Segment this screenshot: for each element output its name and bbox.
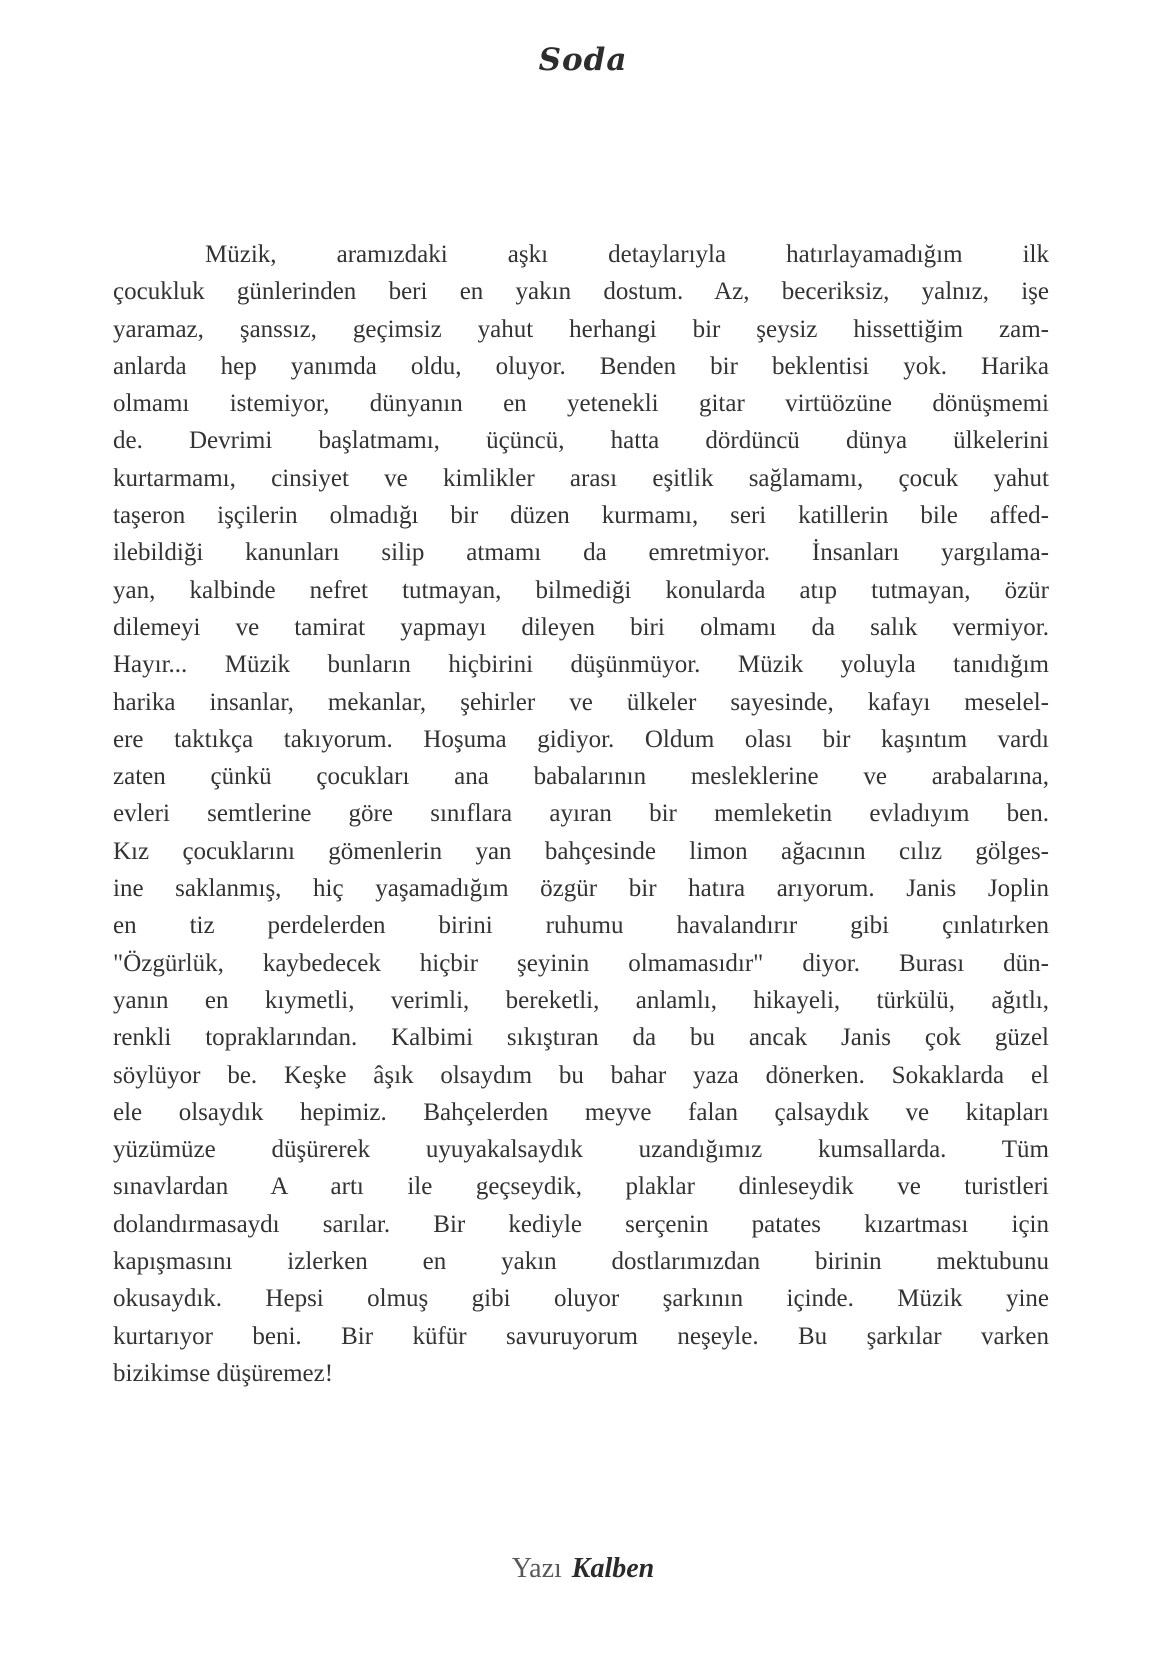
- text-line: Müzik, aramızdaki aşkı detaylarıyla hatırlayamadığım ilk: [205, 241, 1049, 268]
- byline-author: Kalben: [571, 1553, 655, 1584]
- text-line: yüzümüze düşürerek uyuyakalsaydık uzandığımız kumsallarda. Tüm: [113, 1136, 1049, 1164]
- magazine-title: Soda: [538, 42, 628, 78]
- text-line: renkli topraklarından. Kalbimi sıkıştıran da bu ancak Janis çok güzel: [113, 1024, 1049, 1052]
- byline: [0, 1553, 1166, 1585]
- text-line: söylüyor be. Keşke âşık olsaydım bu bahar yaza dönerken. Sokaklarda el: [113, 1061, 1049, 1089]
- text-line: harika insanlar, mekanlar, şehirler ve ülkeler sayesinde, kafayı meselel-: [113, 688, 1049, 716]
- text-line: kurtarıyor beni. Bir küfür savuruyorum neşeyle. Bu şarkılar varken: [113, 1322, 1049, 1350]
- text-line: zaten çünkü çocukları ana babalarının mesleklerine ve arabalarına,: [113, 763, 1049, 791]
- text-line: anlarda hep yanımda oldu, oluyor. Benden bir beklentisi yok. Harika: [113, 352, 1049, 380]
- text-line: bizikimse düşüremez!: [113, 1359, 334, 1387]
- text-line: dolandırmasaydı sarılar. Bir kediyle serçenin patates kızartması için: [113, 1210, 1049, 1238]
- text-line: en tiz perdelerden birini ruhumu havalandırır gibi çınlatırken: [113, 912, 1049, 940]
- byline-label: Yazı: [511, 1553, 562, 1584]
- text-line: çocukluk günlerinden beri en yakın dostum. Az, beceriksiz, yalnız, işe: [113, 278, 1049, 306]
- text-line: taşeron işçilerin olmadığı bir düzen kurmamı, seri katillerin bile affed-: [113, 502, 1049, 530]
- text-line: yaramaz, şanssız, geçimsiz yahut herhangi bir şeysiz hissettiğim zam-: [113, 315, 1049, 343]
- text-line: evleri semtlerine göre sınıflara ayıran bir memleketin evladıyım ben.: [113, 800, 1049, 828]
- text-line: dilemeyi ve tamirat yapmayı dileyen biri olmamı da salık vermiyor.: [113, 613, 1049, 641]
- text-line: kapışmasını izlerken en yakın dostlarımızdan birinin mektubunu: [113, 1248, 1049, 1276]
- text-line: okusaydık. Hepsi olmuş gibi oluyor şarkının içinde. Müzik yine: [113, 1285, 1049, 1313]
- text-line: kurtarmamı, cinsiyet ve kimlikler arası eşitlik sağlamamı, çocuk yahut: [113, 464, 1049, 492]
- text-line: ilebildiği kanunları silip atmamı da emretmiyor. İnsanları yargılama-: [113, 539, 1049, 567]
- text-line: de. Devrimi başlatmamı, üçüncü, hatta dördüncü dünya ülkelerini: [113, 427, 1049, 455]
- body-paragraph: [113, 236, 1049, 1392]
- text-line: olmamı istemiyor, dünyanın en yetenekli gitar virtüözüne dönüşmemi: [113, 390, 1049, 418]
- text-line: ere taktıkça takıyorum. Hoşuma gidiyor. Oldum olası bir kaşıntım vardı: [113, 725, 1049, 753]
- text-line: Kız çocuklarını gömenlerin yan bahçesinde limon ağacının cılız gölges-: [113, 837, 1049, 865]
- text-line: yan, kalbinde nefret tutmayan, bilmediği konularda atıp tutmayan, özür: [113, 576, 1049, 604]
- text-line: ele olsaydık hepimiz. Bahçelerden meyve falan çalsaydık ve kitapları: [113, 1098, 1049, 1126]
- text-line: Hayır... Müzik bunların hiçbirini düşünmüyor. Müzik yoluyla tanıdığım: [113, 651, 1049, 679]
- text-line: "Özgürlük, kaybedecek hiçbir şeyinin olmamasıdır" diyor. Burası dün-: [113, 949, 1049, 977]
- text-line: sınavlardan A artı ile geçseydik, plaklar dinleseydik ve turistleri: [113, 1173, 1049, 1201]
- text-line: ine saklanmış, hiç yaşamadığım özgür bir hatıra arıyorum. Janis Joplin: [113, 875, 1049, 903]
- text-line: yanın en kıymetli, verimli, bereketli, anlamlı, hikayeli, türkülü, ağıtlı,: [113, 986, 1049, 1014]
